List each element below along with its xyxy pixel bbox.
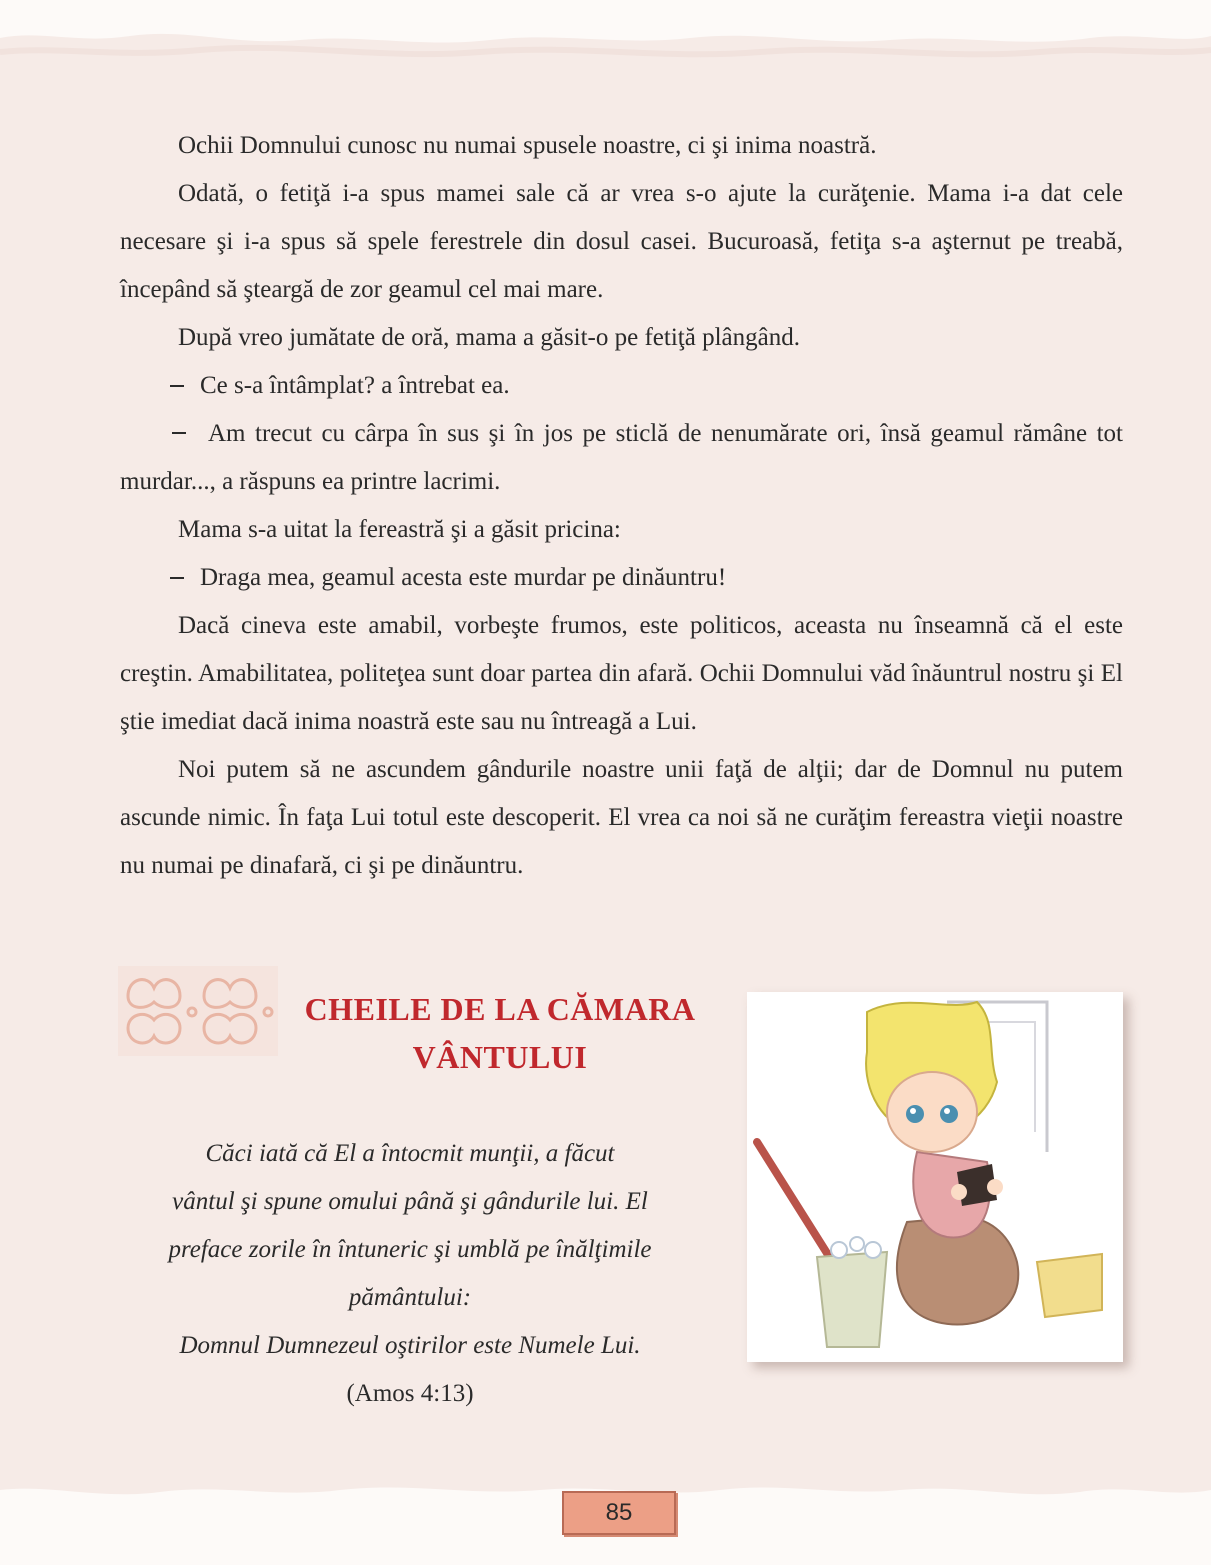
dialogue-text: Draga mea, geamul acesta este murdar pe dinăuntru! — [200, 564, 727, 591]
verse-line: preface zorile în întuneric şi umblă pe înălţimile — [168, 1236, 652, 1263]
girl-reading-book-illustration — [747, 992, 1123, 1362]
section-title-line: VÂNTULUI — [412, 1039, 588, 1075]
paragraph: Dacă cineva este amabil, vorbeşte frumos, este politicos, aceasta nu înseamnă că el este creştin. Amabilitatea, politeţea sunt doar partea din afară. Ochii Domnului văd înăuntrul nostru şi El ştie imediat dacă inima noastră este sau nu întreagă a Lui. — [120, 612, 1123, 735]
verse-line: Domnul Dumnezeul oştirilor este Numele Lui. — [179, 1332, 641, 1359]
paragraph: Mama s-a uitat la fereastră şi a găsit pricina: — [178, 516, 621, 543]
dialogue-line — [120, 410, 1123, 506]
paragraph: Noi putem să ne ascundem gândurile noastre unii faţă de alţii; dar de Domnul nu putem ascunde nimic. În faţa Lui totul este descoperit. El vrea ca noi să ne curăţim fereastra vieţii noastre nu numai pe dinafară, ci şi pe dinăuntru. — [120, 756, 1123, 879]
bible-verse — [110, 1130, 710, 1418]
section-title-line: CHEILE DE LA CĂMARA — [304, 991, 696, 1027]
paragraph: După vreo jumătate de oră, mama a găsit-o pe fetiţă plângând. — [178, 324, 800, 351]
illustration-drawing — [747, 992, 1123, 1362]
dialogue-line — [120, 362, 1123, 410]
verse-line: pământului: — [348, 1284, 472, 1311]
verse-line: vântul şi spune omului până şi gândurile lui. El — [172, 1188, 648, 1215]
section-title — [290, 985, 710, 1081]
page-number: 85 — [562, 1491, 676, 1535]
dialogue-text: Ce s-a întâmplat? a întrebat ea. — [200, 372, 510, 399]
decorative-ornament-icon — [118, 966, 278, 1056]
verse-line: Căci iată că El a întocmit munţii, a făcut — [205, 1140, 615, 1167]
article-body — [120, 122, 1123, 890]
dialogue-text: Am trecut cu cârpa în sus şi în jos pe sticlă de nenumărate ori, însă geamul rămâne tot murdar..., a răspuns ea printre lacrimi. — [120, 420, 1123, 495]
paragraph: Odată, o fetiţă i-a spus mamei sale că ar vrea s-o ajute la curăţenie. Mama i-a dat cele necesare şi i-a spus să spele ferestrele din dosul casei. Bucuroasă, fetiţa s-a aşternut pe treabă, începând să şteargă de zor geamul cel mai mare. — [120, 180, 1123, 303]
verse-reference: (Amos 4:13) — [346, 1380, 474, 1407]
dialogue-line — [120, 554, 1123, 602]
paragraph: Ochii Domnului cunosc nu numai spusele noastre, ci şi inima noastră. — [178, 132, 877, 159]
